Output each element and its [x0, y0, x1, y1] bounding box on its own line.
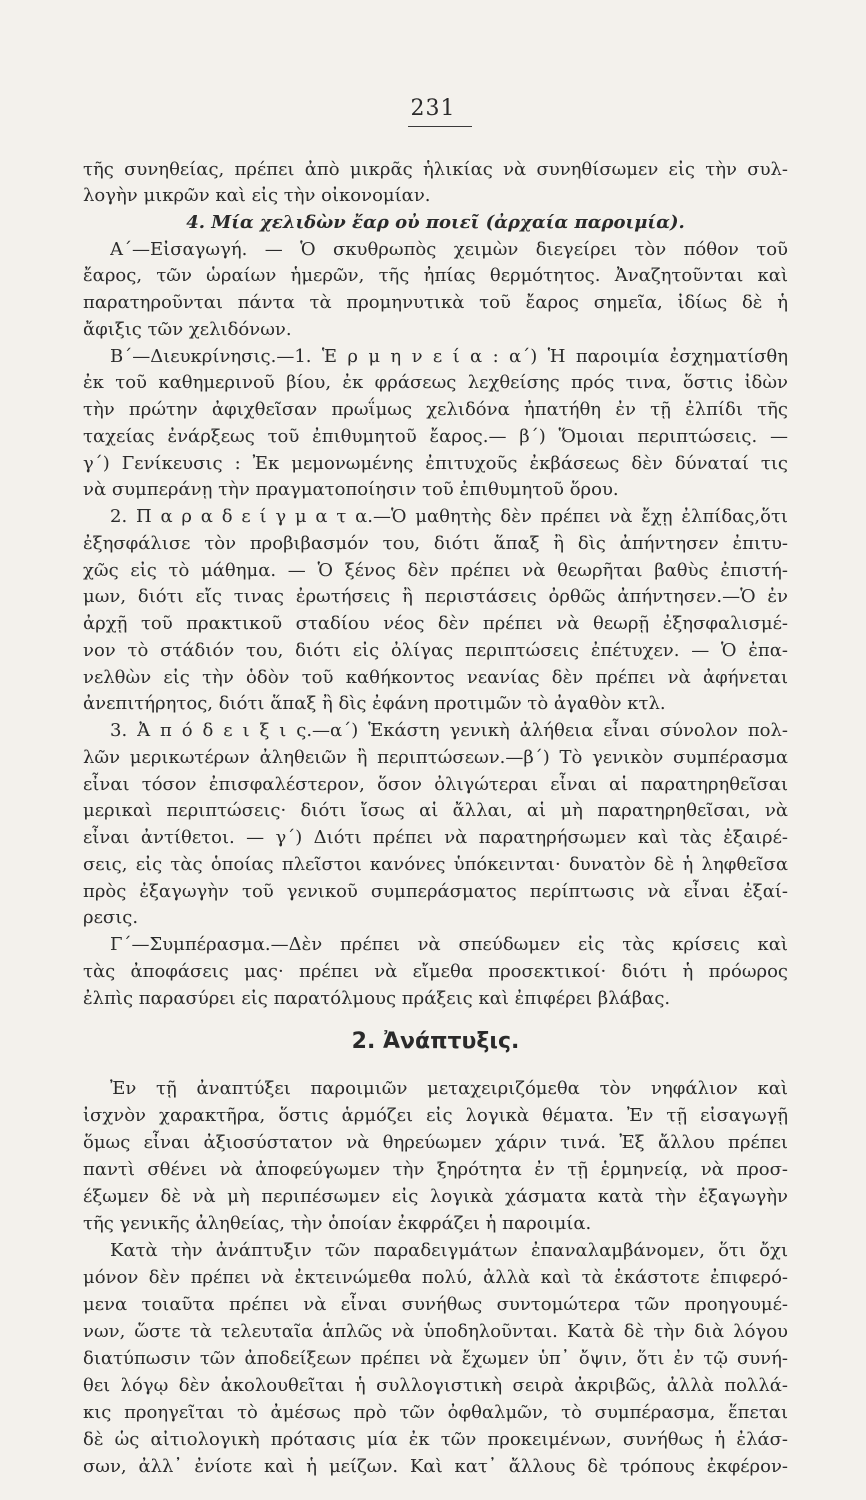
proverb-heading: 4. Μία χελιδὼν ἔαρ οὐ ποιεῖ (ἀρχαία παροιμία). — [186, 212, 685, 233]
text-line: μενα τοιαῦτα πρέπει νὰ εἶναι συνήθως συντομώτερα τῶν προηγουμέ- — [83, 1294, 788, 1315]
text-line: τῆς γενικῆς ἀληθείας, τὴν ὁποίαν ἐκφράζει ἡ παροιμία. — [83, 1213, 592, 1234]
text-line: δὲ ὡς αἰτιολογικὴ πρότασις μία ἐκ τῶν προκειμένων, συνήθως ἡ ἐλάσ- — [83, 1429, 788, 1450]
text-line: ἄφιξις τῶν χελιδόνων. — [83, 319, 292, 340]
text-line: μων, διότι εἴς τινας ἐρωτήσεις ἢ περιστάσεις ὀρθῶς ἀπήντησεν.—Ὁ ἐν — [83, 586, 788, 607]
text-line: τὴν πρώτην ἀφιχθεῖσαν πρωΐμως χελιδόνα ἠπατήθη ἐν τῇ ἐλπίδι τῆς — [83, 399, 788, 420]
text-line: τῆς συνηθείας, πρέπει ἀπὸ μικρᾶς ἡλικίας νὰ συνηθίσωμεν εἰς τὴν συλ- — [83, 159, 788, 180]
text-line: εἶναι τόσον ἐπισφαλέστερον, ὅσον ὀλιγώτεραι εἶναι αἱ παρατηρηθεῖσαι — [83, 774, 788, 795]
text-line: μερικαὶ περιπτώσεις· διότι ἴσως αἱ ἄλλαι, αἱ μὴ παρατηρηθεῖσαι, νὰ — [83, 800, 788, 821]
text-line: ἐξησφάλισε τὸν προβιβασμόν του, διότι ἅπαξ ἢ δὶς ἀπήντησεν ἐπιτυ- — [83, 533, 788, 554]
text-line: Ἐν τῇ ἀναπτύξει παροιμιῶν μεταχειριζόμεθα τὸν νηφάλιον καὶ — [110, 1078, 788, 1099]
text-line: σεις, εἰς τὰς ὁποίας πλεῖστοι κανόνες ὑπόκεινται· δυνατὸν δὲ ἡ ληφθεῖσα — [83, 854, 788, 875]
text-line: χῶς εἰς τὸ μάθημα. — Ὁ ξένος δὲν πρέπει νὰ θεωρῆται βαθὺς ἐπιστή- — [83, 560, 788, 581]
text-line: Β΄—Διευκρίνησις.—1. Ἑ ρ μ η ν ε ί α : α΄) Ἡ παροιμία ἐσχηματίσθη — [110, 346, 788, 367]
text-line: ἰσχνὸν χαρακτῆρα, ὅστις ἁρμόζει εἰς λογικὰ θέματα. Ἐν τῇ εἰσαγωγῇ — [83, 1105, 788, 1126]
text-line: κις προηγεῖται τὸ ἀμέσως πρὸ τῶν ὀφθαλμῶν, τὸ συμπέρασμα, ἕπεται — [83, 1402, 788, 1423]
text-line: διατύπωσιν τῶν ἀποδείξεων πρέπει νὰ ἔχωμεν ὑπ᾿ ὄψιν, ὅτι ἐν τῷ συνή- — [83, 1348, 788, 1369]
text-line: Γ΄—Συμπέρασμα.—Δὲν πρέπει νὰ σπεύδωμεν εἰς τὰς κρίσεις καὶ — [110, 934, 788, 955]
text-line: πρὸς ἐξαγωγὴν τοῦ γενικοῦ συμπεράσματος περίπτωσις νὰ εἶναι ἐξαί- — [83, 881, 788, 902]
text-line: ἀρχῇ τοῦ πρακτικοῦ σταδίου νέος δὲν πρέπει νὰ θεωρῇ ἐξησφαλισμέ- — [83, 613, 788, 634]
text-line: έξωμεν δὲ νὰ μὴ περιπέσωμεν εἰς λογικὰ χάσματα κατὰ τὴν ἐξαγωγὴν — [83, 1186, 788, 1207]
text-line: παντὶ σθένει νὰ ἀποφεύγωμεν τὴν ξηρότητα ἐν τῇ ἑρμηνείᾳ, νὰ προσ- — [83, 1159, 788, 1180]
text-line: ἀνεπιτήρητος, διότι ἅπαξ ἢ δὶς ἐφάνη προτιμῶν τὸ ἀγαθὸν κτλ. — [83, 693, 666, 714]
text-line: ταχείας ἐνάρξεως τοῦ ἐπιθυμητοῦ ἔαρος.— β΄) Ὅμοιαι περιπτώσεις. — — [83, 426, 788, 447]
text-line: ἐλπὶς παρασύρει εἰς παρατόλμους πράξεις καὶ ἐπιφέρει βλάβας. — [83, 988, 671, 1009]
section-heading: 2. Ἀνάπτυξις. — [351, 1029, 520, 1054]
text-line: θει λόγῳ δὲν ἀκολουθεῖται ἡ συλλογιστικὴ σειρὰ ἀκριβῶς, ἀλλὰ πολλά- — [83, 1375, 788, 1396]
text-line: εἶναι ἀντίθετοι. — γ΄) Διότι πρέπει νὰ παρατηρήσωμεν καὶ τὰς ἐξαιρέ- — [83, 827, 788, 848]
text-line: τὰς ἀποφάσεις μας· πρέπει νὰ εἴμεθα προσεκτικοί· διότι ἡ πρόωρος — [83, 961, 788, 982]
text-line: λῶν μερικωτέρων ἀληθειῶν ἢ περιπτώσεων.—β΄) Τὸ γενικὸν συμπέρασμα — [83, 747, 788, 768]
text-line: ἐκ τοῦ καθημερινοῦ βίου, ἐκ φράσεως λεχθείσης πρός τινα, ὅστις ἰδὼν — [83, 372, 788, 393]
text-line: παρατηροῦνται πάντα τὰ προμηνυτικὰ τοῦ ἔαρος σημεῖα, ἰδίως δὲ ἡ — [83, 292, 788, 313]
text-line: λογὴν μικρῶν καὶ εἰς τὴν οἰκονομίαν. — [83, 185, 431, 206]
text-line: ἔαρος, τῶν ὡραίων ἡμερῶν, τῆς ἠπίας θερμότητος. Ἀναζητοῦνται καὶ — [83, 265, 788, 286]
text-line: νελθὼν εἰς τὴν ὁδὸν τοῦ καθήκοντος νεανίας δὲν πρέπει νὰ ἀφήνεται — [83, 667, 788, 688]
text-line: ὅμως εἶναι ἀξιοσύστατον νὰ θηρεύωμεν χάριν τινά. Ἐξ ἄλλου πρέπει — [83, 1132, 788, 1153]
text-line: νων, ὥστε τὰ τελευταῖα ἁπλῶς νὰ ὑποδηλοῦνται. Κατὰ δὲ τὴν διὰ λόγου — [83, 1321, 788, 1342]
text-line: Κατὰ τὴν ἀνάπτυξιν τῶν παραδειγμάτων ἐπαναλαμβάνομεν, ὅτι ὄχι — [110, 1240, 788, 1261]
text-line: Α΄—Εἰσαγωγή. — Ὁ σκυθρωπὸς χειμὼν διεγείρει τὸν πόθον τοῦ — [110, 239, 788, 260]
text-line: νὰ συμπεράνῃ τὴν πραγματοποίησιν τοῦ ἐπιθυμητοῦ ὅρου. — [83, 479, 619, 500]
text-line: ρεσις. — [83, 907, 139, 928]
text-line: 2. Π α ρ α δ ε ί γ μ α τ α.—Ὁ μαθητὴς δὲν πρέπει νὰ ἔχῃ ἐλπίδας,ὅτι — [110, 506, 788, 527]
text-line: μόνον δὲν πρέπει νὰ ἐκτεινώμεθα πολύ, ἀλλὰ καὶ τὰ ἑκάστοτε ἐπιφερό- — [83, 1267, 788, 1288]
text-line: 3. Ἀ π ό δ ε ι ξ ι ς.—α΄) Ἑκάστη γενικὴ ἀλήθεια εἶναι σύνολον πολ- — [110, 720, 788, 741]
page-number: 231 — [410, 96, 456, 121]
text-line: γ΄) Γενίκευσις : Ἐκ μεμονωμένης ἐπιτυχοῦς ἐκβάσεως δὲν δύναταί τις — [83, 453, 788, 474]
text-line: σων, ἀλλ᾿ ἐνίοτε καὶ ἡ μείζων. Καὶ κατ᾿ ἄλλους δὲ τρόπους ἐκφέρον- — [83, 1456, 788, 1477]
text-line: νον τὸ στάδιόν του, διότι εἰς ὀλίγας περιπτώσεις ἐπέτυχεν. — Ὁ ἐπα- — [83, 640, 788, 661]
